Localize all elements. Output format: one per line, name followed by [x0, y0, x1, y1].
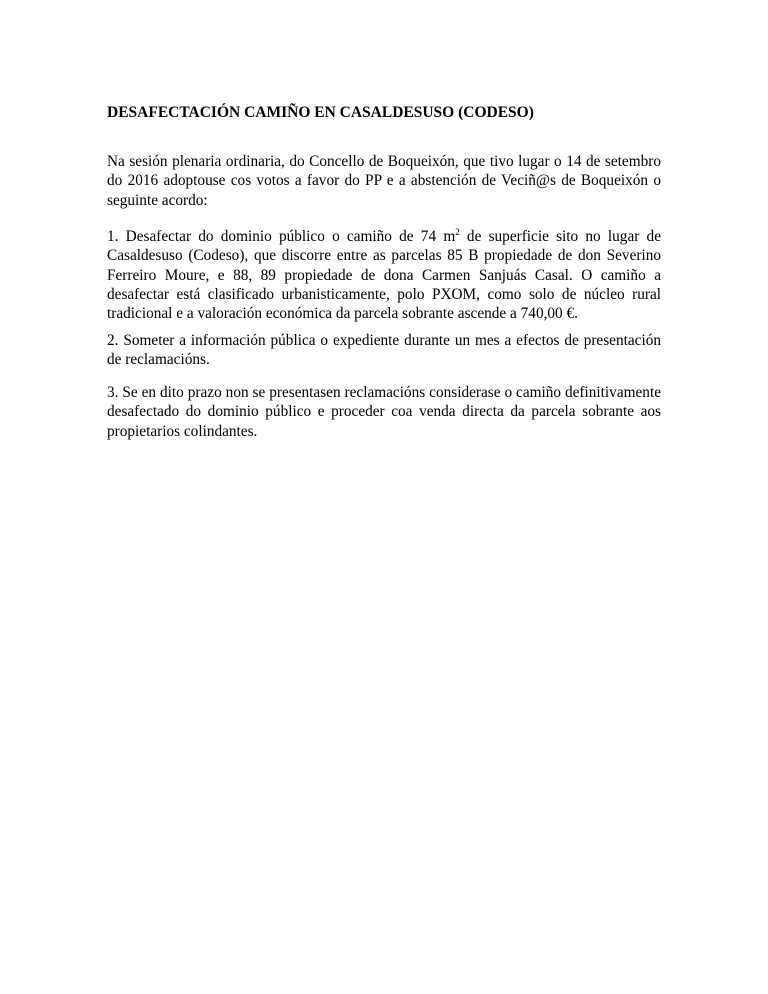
agreement-item-3: 3. Se en dito prazo non se presentasen reclamacións considerase o camiño definitivamente desafectado do dominio público e proceder coa venda directa da parcela sobrante aos propietarios colindantes.: [107, 384, 661, 440]
square-meter-superscript: 2: [455, 226, 460, 237]
document-title: DESAFECTACIÓN CAMIÑO EN CASALDESUSO (CODESO): [107, 104, 534, 121]
intro-paragraph: Na sesión plenaria ordinaria, do Concello de Boqueixón, que tivo lugar o 14 de setembro do 2016 adoptouse cos votos a favor do PP e a abstención de Veciñ@s de Boqueixón o seguinte acordo:: [107, 153, 661, 209]
item-1-text-end: de superficie sito no lugar de Casaldesuso (Codeso), que discorre entre as parcelas 85 B propiedade de don Severino Ferreiro Moure, e 88, 89 propiedade de dona Carmen Sanjuás Casal. O camiño a desafectar está clasificado urbanisticamente, polo PXOM, como solo de núcleo rural tradicional e a valoración económica da parcela sobrante ascende a 740,00 €.: [107, 228, 661, 323]
agreement-item-1: [107, 227, 661, 323]
item-1-text-start: 1. Desafectar do dominio público o camiño de 74 m: [107, 228, 456, 245]
agreement-item-2: 2. Someter a información pública o expediente durante un mes a efectos de presentación de reclamacións.: [107, 332, 661, 369]
